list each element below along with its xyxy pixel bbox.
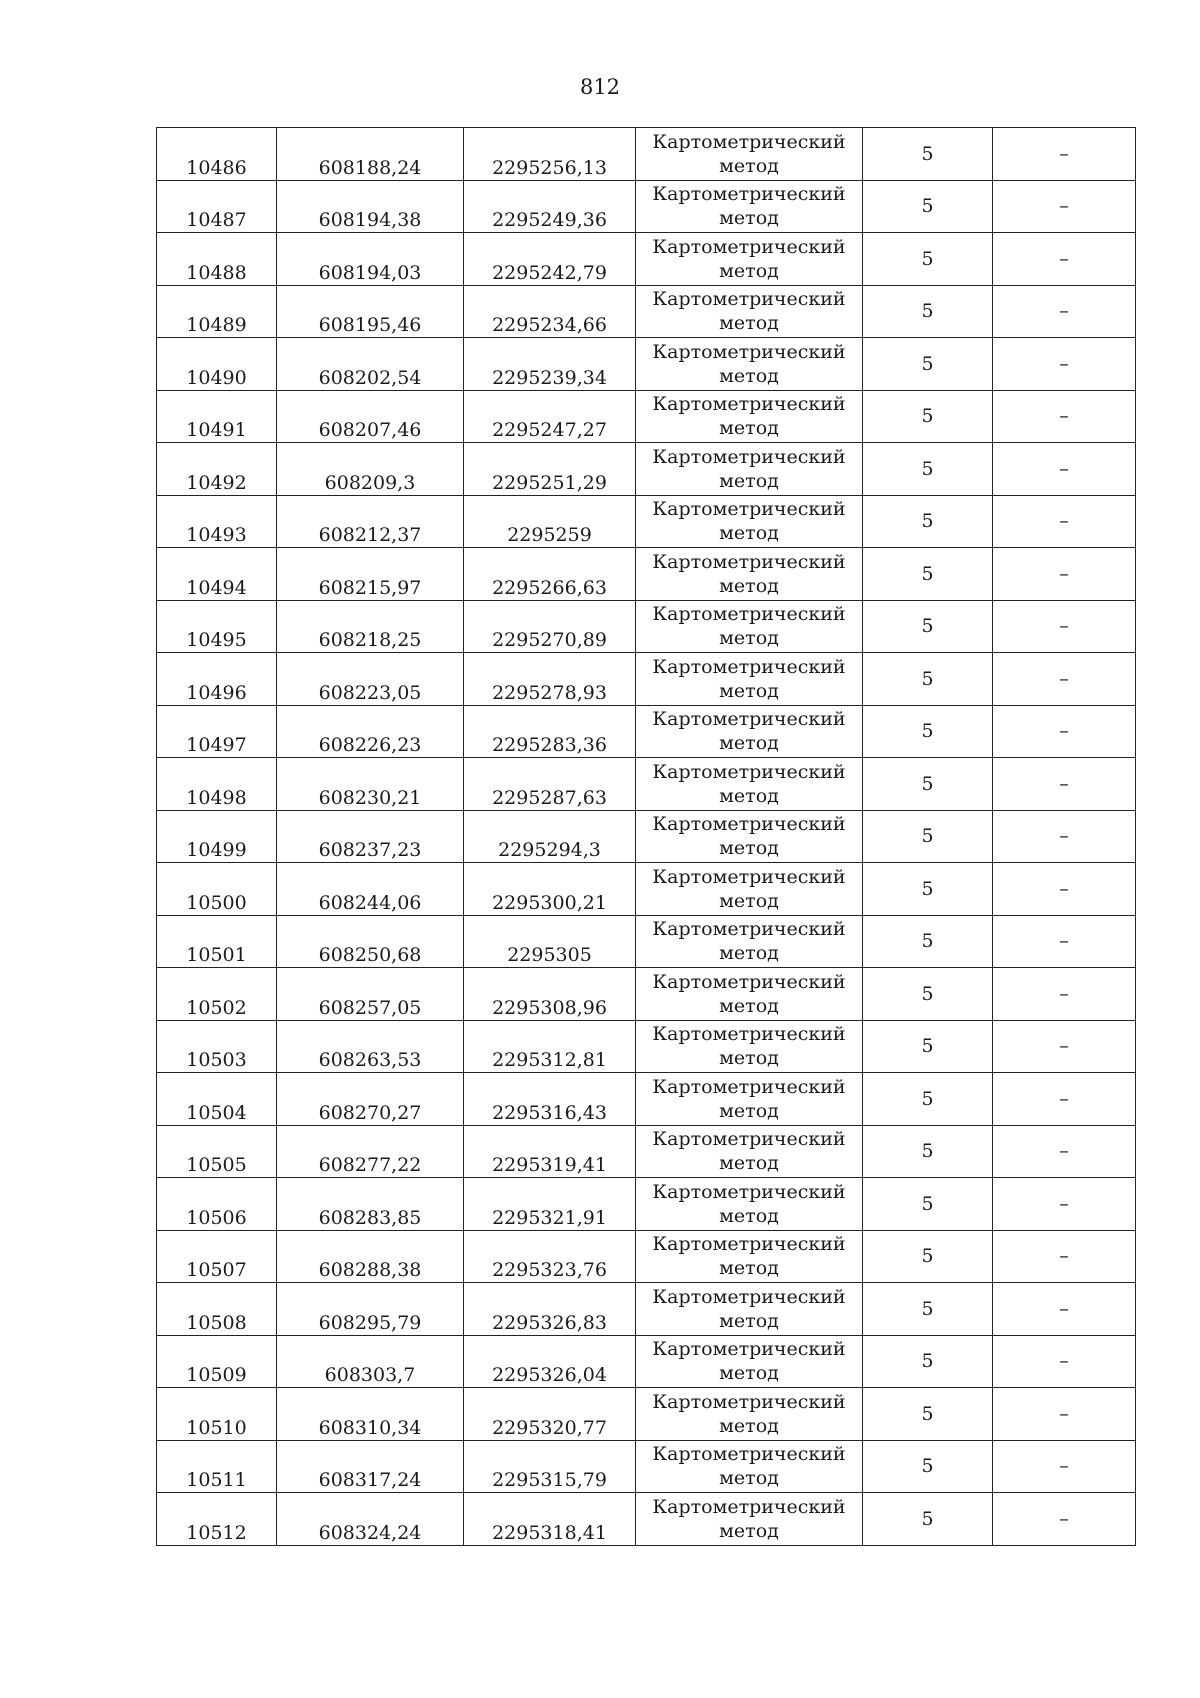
method-line-1: Картометрический [652,1180,846,1203]
y-coordinate-cell: 2295312,81 [464,1020,636,1073]
method-line-2: метод [719,1519,779,1542]
method-cell [636,1335,863,1388]
method-cell [636,1125,863,1178]
note-cell: – [993,810,1136,863]
point-number-cell: 10491 [157,390,277,443]
method-line-1: Картометрический [652,1495,846,1518]
x-coordinate-cell: 608230,21 [277,758,464,811]
method-line-2: метод [719,259,779,282]
accuracy-cell: 5 [863,1020,993,1073]
table-row [157,390,1136,443]
x-coordinate-cell: 608207,46 [277,390,464,443]
method-cell [636,285,863,338]
note-cell: – [993,600,1136,653]
point-number-cell: 10511 [157,1440,277,1493]
method-line-2: метод [719,1047,779,1070]
method-line-2: метод [719,1204,779,1227]
y-coordinate-cell: 2295318,41 [464,1493,636,1546]
page-number: 812 [579,75,621,99]
method-line-1: Картометрический [652,235,846,258]
method-cell [636,128,863,181]
method-line-1: Картометрический [652,1075,846,1098]
method-line-1: Картометрический [652,183,846,206]
x-coordinate-cell: 608295,79 [277,1283,464,1336]
table-row [157,548,1136,601]
method-line-2: метод [719,889,779,912]
x-coordinate-cell: 608215,97 [277,548,464,601]
x-coordinate-cell: 608244,06 [277,863,464,916]
table-row [157,600,1136,653]
method-line-1: Картометрический [652,1233,846,1256]
table-row [157,915,1136,968]
point-number-cell: 10502 [157,968,277,1021]
point-number-cell: 10499 [157,810,277,863]
note-cell: – [993,1125,1136,1178]
method-cell [636,653,863,706]
note-cell: – [993,1493,1136,1546]
y-coordinate-cell: 2295323,76 [464,1230,636,1283]
x-coordinate-cell: 608257,05 [277,968,464,1021]
accuracy-cell: 5 [863,338,993,391]
y-coordinate-cell: 2295256,13 [464,128,636,181]
note-cell: – [993,1073,1136,1126]
y-coordinate-cell: 2295308,96 [464,968,636,1021]
y-coordinate-cell: 2295270,89 [464,600,636,653]
table-row [157,810,1136,863]
point-number-cell: 10503 [157,1020,277,1073]
note-cell: – [993,1440,1136,1493]
note-cell: – [993,443,1136,496]
note-cell: – [993,968,1136,1021]
point-number-cell: 10500 [157,863,277,916]
note-cell: – [993,495,1136,548]
table-row [157,180,1136,233]
method-line-1: Картометрический [652,655,846,678]
point-number-cell: 10487 [157,180,277,233]
y-coordinate-cell: 2295239,34 [464,338,636,391]
method-line-2: метод [719,732,779,755]
point-number-cell: 10504 [157,1073,277,1126]
method-line-2: метод [719,417,779,440]
x-coordinate-cell: 608194,03 [277,233,464,286]
method-line-1: Картометрический [652,918,846,941]
method-line-1: Картометрический [652,288,846,311]
accuracy-cell: 5 [863,1388,993,1441]
note-cell: – [993,1230,1136,1283]
x-coordinate-cell: 608188,24 [277,128,464,181]
y-coordinate-cell: 2295319,41 [464,1125,636,1178]
accuracy-cell: 5 [863,495,993,548]
table-row [157,1125,1136,1178]
note-cell: – [993,390,1136,443]
method-line-2: метод [719,1467,779,1490]
x-coordinate-cell: 608310,34 [277,1388,464,1441]
point-number-cell: 10493 [157,495,277,548]
accuracy-cell: 5 [863,1230,993,1283]
y-coordinate-cell: 2295266,63 [464,548,636,601]
method-line-1: Картометрический [652,498,846,521]
note-cell: – [993,1283,1136,1336]
method-line-2: метод [719,1309,779,1332]
method-line-2: метод [719,522,779,545]
accuracy-cell: 5 [863,1440,993,1493]
note-cell: – [993,1178,1136,1231]
x-coordinate-cell: 608223,05 [277,653,464,706]
method-line-2: метод [719,364,779,387]
point-number-cell: 10510 [157,1388,277,1441]
y-coordinate-cell: 2295320,77 [464,1388,636,1441]
method-line-1: Картометрический [652,1285,846,1308]
accuracy-cell: 5 [863,548,993,601]
accuracy-cell: 5 [863,1283,993,1336]
note-cell: – [993,338,1136,391]
y-coordinate-cell: 2295278,93 [464,653,636,706]
accuracy-cell: 5 [863,915,993,968]
accuracy-cell: 5 [863,863,993,916]
table-row [157,495,1136,548]
method-line-2: метод [719,994,779,1017]
point-number-cell: 10497 [157,705,277,758]
method-cell [636,1493,863,1546]
method-cell [636,705,863,758]
table-row [157,1440,1136,1493]
y-coordinate-cell: 2295321,91 [464,1178,636,1231]
table-row [157,1020,1136,1073]
accuracy-cell: 5 [863,128,993,181]
method-cell [636,1178,863,1231]
table-row [157,128,1136,181]
method-line-2: метод [719,1099,779,1122]
accuracy-cell: 5 [863,233,993,286]
method-line-2: метод [719,207,779,230]
method-cell [636,233,863,286]
table-row [157,1230,1136,1283]
method-line-1: Картометрический [652,393,846,416]
y-coordinate-cell: 2295315,79 [464,1440,636,1493]
accuracy-cell: 5 [863,1073,993,1126]
table-row [157,233,1136,286]
point-number-cell: 10490 [157,338,277,391]
method-line-2: метод [719,154,779,177]
note-cell: – [993,1020,1136,1073]
method-line-1: Картометрический [652,760,846,783]
method-line-1: Картометрический [652,445,846,468]
method-cell [636,495,863,548]
note-cell: – [993,915,1136,968]
accuracy-cell: 5 [863,653,993,706]
x-coordinate-cell: 608194,38 [277,180,464,233]
x-coordinate-cell: 608324,24 [277,1493,464,1546]
y-coordinate-cell: 2295294,3 [464,810,636,863]
point-number-cell: 10512 [157,1493,277,1546]
method-cell [636,338,863,391]
x-coordinate-cell: 608283,85 [277,1178,464,1231]
method-line-1: Картометрический [652,970,846,993]
y-coordinate-cell: 2295234,66 [464,285,636,338]
accuracy-cell: 5 [863,1335,993,1388]
y-coordinate-cell: 2295242,79 [464,233,636,286]
y-coordinate-cell: 2295326,83 [464,1283,636,1336]
accuracy-cell: 5 [863,600,993,653]
method-cell [636,1440,863,1493]
table-row [157,968,1136,1021]
method-cell [636,1230,863,1283]
accuracy-cell: 5 [863,390,993,443]
x-coordinate-cell: 608288,38 [277,1230,464,1283]
x-coordinate-cell: 608303,7 [277,1335,464,1388]
method-line-2: метод [719,574,779,597]
x-coordinate-cell: 608218,25 [277,600,464,653]
method-cell [636,758,863,811]
note-cell: – [993,1335,1136,1388]
x-coordinate-cell: 608202,54 [277,338,464,391]
method-line-2: метод [719,312,779,335]
method-line-1: Картометрический [652,1128,846,1151]
accuracy-cell: 5 [863,1125,993,1178]
method-cell [636,600,863,653]
note-cell: – [993,1388,1136,1441]
note-cell: – [993,863,1136,916]
coordinates-table [156,127,1136,1546]
x-coordinate-cell: 608226,23 [277,705,464,758]
x-coordinate-cell: 608237,23 [277,810,464,863]
table-row [157,338,1136,391]
note-cell: – [993,705,1136,758]
point-number-cell: 10507 [157,1230,277,1283]
y-coordinate-cell: 2295300,21 [464,863,636,916]
method-line-1: Картометрический [652,340,846,363]
note-cell: – [993,180,1136,233]
y-coordinate-cell: 2295305 [464,915,636,968]
accuracy-cell: 5 [863,443,993,496]
accuracy-cell: 5 [863,705,993,758]
method-cell [636,863,863,916]
x-coordinate-cell: 608263,53 [277,1020,464,1073]
method-cell [636,548,863,601]
note-cell: – [993,233,1136,286]
table-row [157,443,1136,496]
x-coordinate-cell: 608317,24 [277,1440,464,1493]
point-number-cell: 10496 [157,653,277,706]
y-coordinate-cell: 2295326,04 [464,1335,636,1388]
method-line-2: метод [719,1362,779,1385]
method-line-2: метод [719,679,779,702]
point-number-cell: 10508 [157,1283,277,1336]
accuracy-cell: 5 [863,1493,993,1546]
point-number-cell: 10498 [157,758,277,811]
x-coordinate-cell: 608195,46 [277,285,464,338]
method-line-1: Картометрический [652,1443,846,1466]
method-cell [636,443,863,496]
method-line-2: метод [719,1414,779,1437]
note-cell: – [993,128,1136,181]
y-coordinate-cell: 2295316,43 [464,1073,636,1126]
method-line-1: Картометрический [652,550,846,573]
table-row [157,758,1136,811]
method-line-1: Картометрический [652,813,846,836]
accuracy-cell: 5 [863,180,993,233]
method-line-1: Картометрический [652,865,846,888]
method-cell [636,1283,863,1336]
accuracy-cell: 5 [863,1178,993,1231]
method-line-2: метод [719,1152,779,1175]
method-line-1: Картометрический [652,1338,846,1361]
method-line-1: Картометрический [652,603,846,626]
point-number-cell: 10489 [157,285,277,338]
x-coordinate-cell: 608277,22 [277,1125,464,1178]
method-cell [636,1388,863,1441]
y-coordinate-cell: 2295251,29 [464,443,636,496]
table-row [157,653,1136,706]
accuracy-cell: 5 [863,758,993,811]
accuracy-cell: 5 [863,968,993,1021]
point-number-cell: 10488 [157,233,277,286]
note-cell: – [993,653,1136,706]
method-line-2: метод [719,469,779,492]
point-number-cell: 10501 [157,915,277,968]
accuracy-cell: 5 [863,810,993,863]
y-coordinate-cell: 2295247,27 [464,390,636,443]
point-number-cell: 10505 [157,1125,277,1178]
method-line-1: Картометрический [652,130,846,153]
table-row [157,705,1136,758]
x-coordinate-cell: 608212,37 [277,495,464,548]
accuracy-cell: 5 [863,285,993,338]
table-row [157,285,1136,338]
table-row [157,1283,1136,1336]
point-number-cell: 10495 [157,600,277,653]
method-cell [636,180,863,233]
method-line-2: метод [719,942,779,965]
table-row [157,1073,1136,1126]
method-cell [636,810,863,863]
method-line-1: Картометрический [652,708,846,731]
method-cell [636,968,863,1021]
y-coordinate-cell: 2295283,36 [464,705,636,758]
method-cell [636,1073,863,1126]
table-row [157,1335,1136,1388]
method-cell [636,915,863,968]
method-line-2: метод [719,837,779,860]
method-line-2: метод [719,627,779,650]
y-coordinate-cell: 2295249,36 [464,180,636,233]
method-line-2: метод [719,1257,779,1280]
method-line-1: Картометрический [652,1390,846,1413]
x-coordinate-cell: 608270,27 [277,1073,464,1126]
point-number-cell: 10509 [157,1335,277,1388]
point-number-cell: 10494 [157,548,277,601]
note-cell: – [993,548,1136,601]
note-cell: – [993,758,1136,811]
x-coordinate-cell: 608250,68 [277,915,464,968]
x-coordinate-cell: 608209,3 [277,443,464,496]
point-number-cell: 10492 [157,443,277,496]
point-number-cell: 10506 [157,1178,277,1231]
y-coordinate-cell: 2295259 [464,495,636,548]
method-cell [636,390,863,443]
note-cell: – [993,285,1136,338]
table-row [157,863,1136,916]
method-line-2: метод [719,784,779,807]
table-row [157,1178,1136,1231]
table-row [157,1388,1136,1441]
table-body [157,128,1136,1546]
point-number-cell: 10486 [157,128,277,181]
method-cell [636,1020,863,1073]
y-coordinate-cell: 2295287,63 [464,758,636,811]
table-row [157,1493,1136,1546]
method-line-1: Картометрический [652,1023,846,1046]
